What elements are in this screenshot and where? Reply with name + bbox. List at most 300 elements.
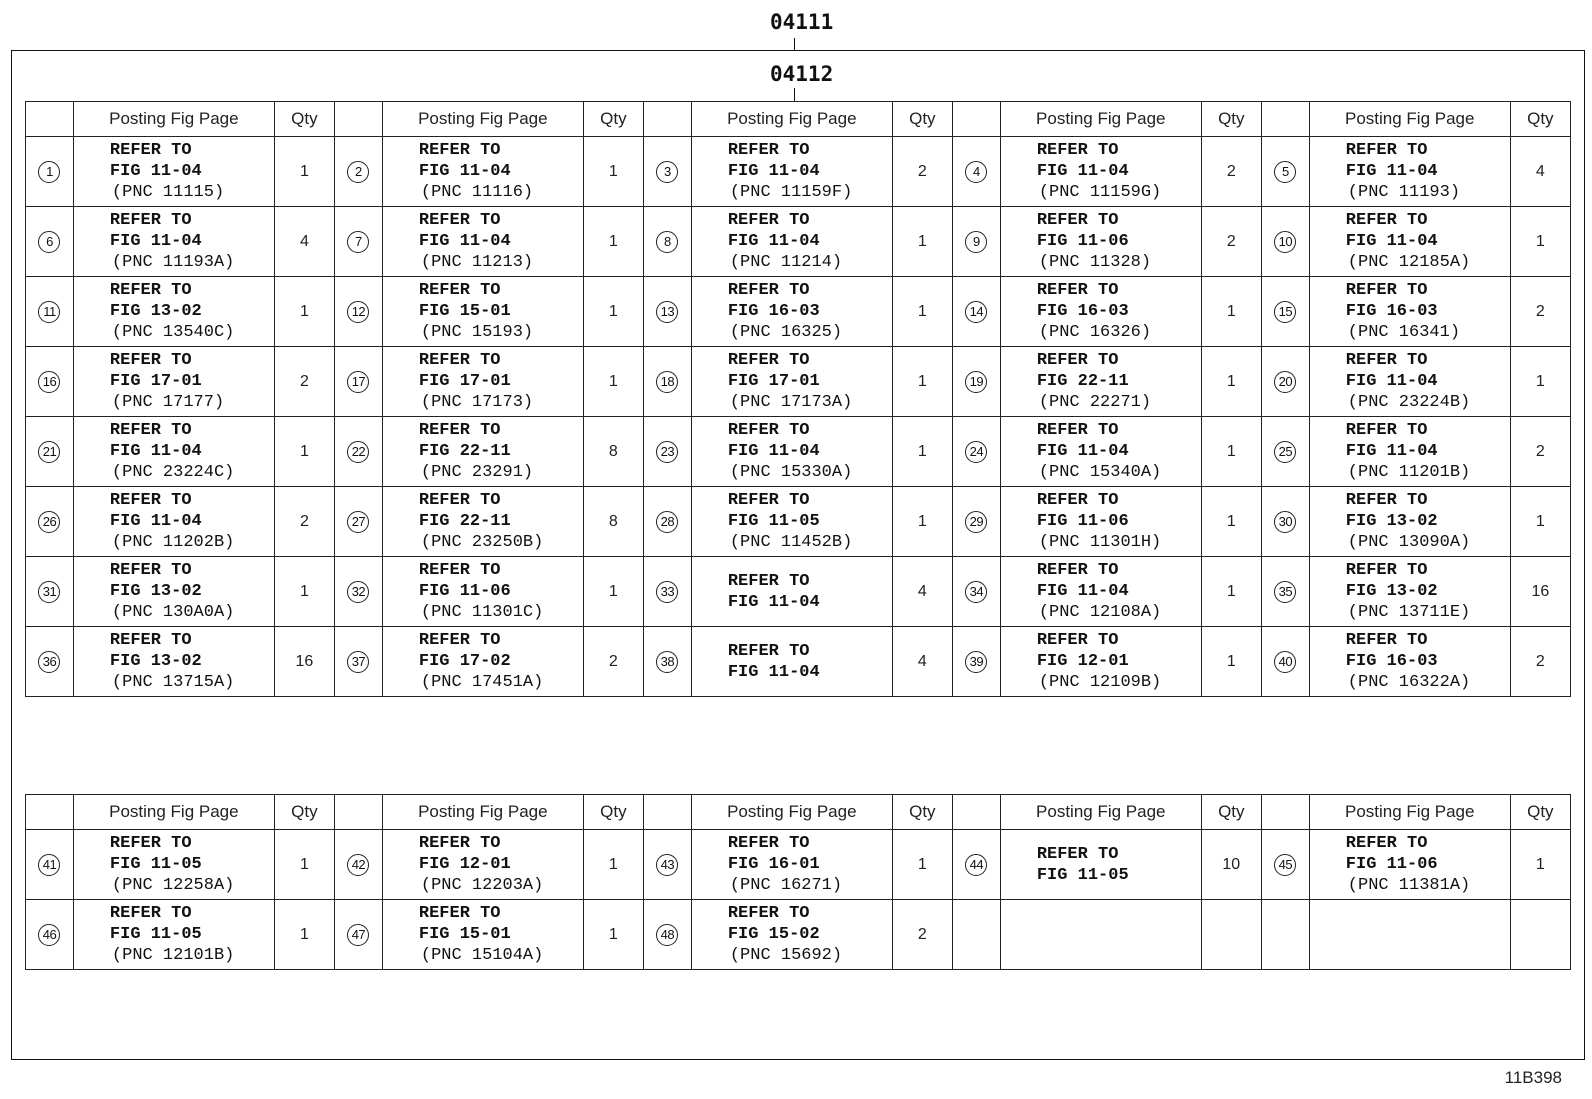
- parts-table-1: [25, 101, 1571, 697]
- header-qty: Qty: [274, 102, 334, 137]
- quantity-cell: 1: [274, 557, 334, 627]
- item-number-cell: [334, 347, 382, 417]
- posting-reference-cell: [1000, 627, 1201, 697]
- quantity-cell: 4: [892, 627, 952, 697]
- table-row: [26, 417, 1571, 487]
- quantity-cell: 1: [274, 417, 334, 487]
- item-number-badge: 6: [38, 231, 60, 253]
- fig-reference-text: FIG 17-01: [727, 372, 820, 391]
- item-number-cell: [334, 830, 382, 900]
- refer-to-text: REFER TO: [1036, 211, 1119, 230]
- pnc-number-text: (PNC 15193): [420, 323, 534, 342]
- refer-to-text: REFER TO: [727, 834, 810, 853]
- item-number-cell: [334, 417, 382, 487]
- item-number-cell: [952, 277, 1000, 347]
- fig-reference-text: FIG 11-04: [418, 162, 511, 181]
- quantity-cell: 1: [1510, 347, 1570, 417]
- table-header-row: [26, 102, 1571, 137]
- refer-to-text: REFER TO: [418, 351, 501, 370]
- pnc-number-text: (PNC 11213): [420, 253, 534, 272]
- header-posting-fig-page: Posting Fig Page: [382, 795, 583, 830]
- quantity-cell: 4: [274, 207, 334, 277]
- header-blank-cell: [952, 795, 1000, 830]
- posting-reference-cell: [1309, 487, 1510, 557]
- pnc-number-text: (PNC 13090A): [1347, 533, 1471, 552]
- refer-to-text: REFER TO: [1345, 421, 1428, 440]
- fig-reference-text: FIG 13-02: [109, 302, 202, 321]
- pnc-number-text: (PNC 17173): [420, 393, 534, 412]
- refer-to-text: REFER TO: [109, 141, 192, 160]
- fig-reference-text: FIG 12-01: [1036, 652, 1129, 671]
- quantity-cell: 4: [1510, 137, 1570, 207]
- table-row: [26, 900, 1571, 970]
- table-row: [26, 557, 1571, 627]
- item-number-cell: [1261, 830, 1309, 900]
- quantity-cell: 8: [583, 487, 643, 557]
- item-number-badge: 38: [656, 651, 678, 673]
- pnc-number-text: (PNC 12109B): [1038, 673, 1162, 692]
- item-number-cell: [1261, 347, 1309, 417]
- item-number-cell: [26, 207, 74, 277]
- item-number-badge: 15: [1274, 301, 1296, 323]
- posting-reference-cell: [73, 487, 274, 557]
- fig-reference-text: FIG 11-04: [1345, 442, 1438, 461]
- assembly-label-04111: 04111: [770, 10, 834, 34]
- item-number-cell: [1261, 207, 1309, 277]
- quantity-cell: 1: [1510, 830, 1570, 900]
- refer-to-text: REFER TO: [418, 421, 501, 440]
- header-posting-fig-page: Posting Fig Page: [73, 102, 274, 137]
- item-number-cell: [334, 557, 382, 627]
- header-blank-cell: [26, 102, 74, 137]
- posting-reference-cell: [73, 417, 274, 487]
- pnc-number-text: (PNC 12108A): [1038, 603, 1162, 622]
- fig-reference-text: FIG 11-04: [418, 232, 511, 251]
- pnc-number-text: (PNC 11201B): [1347, 463, 1471, 482]
- posting-reference-cell: [1309, 557, 1510, 627]
- item-number-cell: [334, 207, 382, 277]
- quantity-cell: 1: [583, 207, 643, 277]
- refer-to-text: REFER TO: [1345, 141, 1428, 160]
- header-blank-cell: [643, 795, 691, 830]
- item-number-cell: [26, 487, 74, 557]
- item-number-badge: 10: [1274, 231, 1296, 253]
- item-number-cell: [1261, 277, 1309, 347]
- refer-to-text: REFER TO: [109, 904, 192, 923]
- fig-reference-text: FIG 11-04: [1345, 162, 1438, 181]
- item-number-cell: [643, 277, 691, 347]
- header-qty: Qty: [892, 102, 952, 137]
- header-blank-cell: [952, 102, 1000, 137]
- item-number-cell: [643, 417, 691, 487]
- table-row: [26, 627, 1571, 697]
- refer-to-text: REFER TO: [1345, 561, 1428, 580]
- item-number-badge: 46: [38, 924, 60, 946]
- posting-reference-cell: [1000, 557, 1201, 627]
- item-number-badge: 34: [965, 581, 987, 603]
- pnc-number-text: (PNC 130A0A): [111, 603, 235, 622]
- item-number-cell: [952, 627, 1000, 697]
- item-number-cell: [1261, 557, 1309, 627]
- item-number-badge: 4: [965, 161, 987, 183]
- fig-reference-text: FIG 15-01: [418, 302, 511, 321]
- fig-reference-text: FIG 13-02: [1345, 582, 1438, 601]
- fig-reference-text: FIG 11-04: [727, 232, 820, 251]
- fig-reference-text: FIG 11-06: [1036, 512, 1129, 531]
- header-qty: Qty: [583, 795, 643, 830]
- header-posting-fig-page: Posting Fig Page: [73, 795, 274, 830]
- item-number-badge: 11: [38, 301, 60, 323]
- refer-to-text: REFER TO: [1345, 631, 1428, 650]
- header-qty: Qty: [274, 795, 334, 830]
- posting-reference-cell: [382, 557, 583, 627]
- table-row: [26, 207, 1571, 277]
- posting-reference-cell: [1000, 207, 1201, 277]
- parts-table-2: [25, 794, 1571, 970]
- refer-to-text: REFER TO: [1036, 421, 1119, 440]
- item-number-cell: [26, 277, 74, 347]
- refer-to-text: REFER TO: [1036, 281, 1119, 300]
- quantity-cell: 2: [583, 627, 643, 697]
- refer-to-text: REFER TO: [418, 491, 501, 510]
- quantity-cell: 2: [1510, 627, 1570, 697]
- header-qty: Qty: [1510, 795, 1570, 830]
- quantity-cell: 2: [1201, 207, 1261, 277]
- item-number-cell: [334, 900, 382, 970]
- pnc-number-text: (PNC 15104A): [420, 946, 544, 965]
- posting-reference-cell: [1000, 830, 1201, 900]
- item-number-badge: 29: [965, 511, 987, 533]
- posting-reference-cell: [1309, 900, 1510, 970]
- item-number-badge: 3: [656, 161, 678, 183]
- quantity-cell: 1: [1201, 277, 1261, 347]
- header-qty: Qty: [583, 102, 643, 137]
- item-number-cell: [643, 557, 691, 627]
- header-blank-cell: [1261, 102, 1309, 137]
- table-header-row: [26, 795, 1571, 830]
- pnc-number-text: (PNC 16341): [1347, 323, 1461, 342]
- quantity-cell: 1: [892, 830, 952, 900]
- quantity-cell: 2: [892, 900, 952, 970]
- item-number-badge: 40: [1274, 651, 1296, 673]
- item-number-cell: [26, 900, 74, 970]
- refer-to-text: REFER TO: [418, 561, 501, 580]
- header-qty: Qty: [892, 795, 952, 830]
- quantity-cell: 1: [583, 347, 643, 417]
- posting-reference-cell: [1309, 627, 1510, 697]
- item-number-badge: 36: [38, 651, 60, 673]
- item-number-cell: [26, 830, 74, 900]
- fig-reference-text: FIG 11-04: [1036, 162, 1129, 181]
- item-number-cell: [334, 137, 382, 207]
- header-blank-cell: [26, 795, 74, 830]
- pnc-number-text: (PNC 11381A): [1347, 876, 1471, 895]
- refer-to-text: REFER TO: [418, 141, 501, 160]
- header-posting-fig-page: Posting Fig Page: [691, 795, 892, 830]
- quantity-cell: 1: [583, 137, 643, 207]
- posting-reference-cell: [73, 830, 274, 900]
- item-number-badge: 9: [965, 231, 987, 253]
- item-number-badge: 48: [656, 924, 678, 946]
- item-number-cell: [643, 347, 691, 417]
- header-blank-cell: [334, 795, 382, 830]
- pnc-number-text: (PNC 11328): [1038, 253, 1152, 272]
- item-number-cell: [643, 487, 691, 557]
- posting-reference-cell: [382, 207, 583, 277]
- quantity-cell: 1: [892, 347, 952, 417]
- table-row: [26, 347, 1571, 417]
- header-blank-cell: [643, 102, 691, 137]
- quantity-cell: 2: [1510, 417, 1570, 487]
- quantity-cell: 1: [274, 277, 334, 347]
- posting-reference-cell: [1000, 137, 1201, 207]
- pnc-number-text: (PNC 16271): [729, 876, 843, 895]
- item-number-cell: [26, 417, 74, 487]
- quantity-cell: [1510, 900, 1570, 970]
- item-number-cell: [1261, 627, 1309, 697]
- item-number-badge: 31: [38, 581, 60, 603]
- refer-to-text: REFER TO: [1036, 141, 1119, 160]
- posting-reference-cell: [691, 627, 892, 697]
- posting-reference-cell: [382, 417, 583, 487]
- posting-reference-cell: [1000, 277, 1201, 347]
- item-number-badge: 47: [347, 924, 369, 946]
- pnc-number-text: (PNC 11193): [1347, 183, 1461, 202]
- quantity-cell: 1: [583, 277, 643, 347]
- quantity-cell: 1: [892, 207, 952, 277]
- illustration-code: 11B398: [1504, 1068, 1562, 1087]
- item-number-badge: 33: [656, 581, 678, 603]
- item-number-cell: [1261, 137, 1309, 207]
- item-number-cell: [1261, 900, 1309, 970]
- fig-reference-text: FIG 15-01: [418, 925, 511, 944]
- item-number-badge: 26: [38, 511, 60, 533]
- quantity-cell: 1: [1201, 627, 1261, 697]
- pnc-number-text: (PNC 15340A): [1038, 463, 1162, 482]
- item-number-badge: 30: [1274, 511, 1296, 533]
- item-number-badge: 25: [1274, 441, 1296, 463]
- posting-reference-cell: [382, 277, 583, 347]
- pnc-number-text: (PNC 16322A): [1347, 673, 1471, 692]
- quantity-cell: 4: [892, 557, 952, 627]
- pnc-number-text: (PNC 22271): [1038, 393, 1152, 412]
- item-number-cell: [643, 137, 691, 207]
- refer-to-text: REFER TO: [727, 571, 810, 591]
- pnc-number-text: (PNC 23250B): [420, 533, 544, 552]
- fig-reference-text: FIG 11-04: [727, 162, 820, 181]
- posting-reference-cell: [691, 487, 892, 557]
- item-number-badge: 16: [38, 371, 60, 393]
- fig-reference-text: FIG 11-04: [727, 442, 820, 461]
- pnc-number-text: (PNC 17177): [111, 393, 225, 412]
- quantity-cell: 1: [583, 830, 643, 900]
- posting-reference-cell: [691, 900, 892, 970]
- posting-reference-cell: [1309, 347, 1510, 417]
- refer-to-text: REFER TO: [1036, 491, 1119, 510]
- item-number-cell: [952, 557, 1000, 627]
- item-number-badge: 18: [656, 371, 678, 393]
- header-qty: Qty: [1201, 795, 1261, 830]
- fig-reference-text: FIG 11-05: [727, 512, 820, 531]
- item-number-badge: 37: [347, 651, 369, 673]
- pnc-number-text: (PNC 11301H): [1038, 533, 1162, 552]
- item-number-cell: [643, 627, 691, 697]
- fig-reference-text: FIG 11-05: [109, 855, 202, 874]
- header-blank-cell: [334, 102, 382, 137]
- quantity-cell: 1: [1201, 417, 1261, 487]
- fig-reference-text: FIG 13-02: [1345, 512, 1438, 531]
- refer-to-text: REFER TO: [109, 491, 192, 510]
- refer-to-text: REFER TO: [109, 351, 192, 370]
- refer-to-text: REFER TO: [1345, 211, 1428, 230]
- item-number-badge: 22: [347, 441, 369, 463]
- fig-reference-text: FIG 16-03: [1345, 652, 1438, 671]
- header-posting-fig-page: Posting Fig Page: [382, 102, 583, 137]
- pnc-number-text: (PNC 13711E): [1347, 603, 1471, 622]
- item-number-badge: 14: [965, 301, 987, 323]
- item-number-cell: [952, 137, 1000, 207]
- fig-reference-text: FIG 16-01: [727, 855, 820, 874]
- posting-reference-cell: [1309, 137, 1510, 207]
- posting-reference-cell: [1000, 417, 1201, 487]
- fig-reference-text: FIG 11-04: [1345, 232, 1438, 251]
- item-number-badge: 35: [1274, 581, 1296, 603]
- fig-reference-text: FIG 11-04: [109, 162, 202, 181]
- table-row: [26, 277, 1571, 347]
- item-number-cell: [26, 557, 74, 627]
- item-number-badge: 19: [965, 371, 987, 393]
- header-qty: Qty: [1510, 102, 1570, 137]
- refer-to-text: REFER TO: [727, 351, 810, 370]
- pnc-number-text: (PNC 15692): [729, 946, 843, 965]
- fig-reference-text: FIG 11-05: [109, 925, 202, 944]
- fig-reference-text: FIG 11-04: [727, 592, 820, 612]
- posting-reference-cell: [691, 417, 892, 487]
- leader-line-04112: [794, 88, 795, 101]
- refer-to-text: REFER TO: [727, 281, 810, 300]
- posting-reference-cell: [1000, 900, 1201, 970]
- fig-reference-text: FIG 16-03: [727, 302, 820, 321]
- item-number-badge: 1: [38, 161, 60, 183]
- refer-to-text: REFER TO: [418, 631, 501, 650]
- item-number-badge: 23: [656, 441, 678, 463]
- posting-reference-cell: [1000, 487, 1201, 557]
- pnc-number-text: (PNC 11202B): [111, 533, 235, 552]
- fig-reference-text: FIG 15-02: [727, 925, 820, 944]
- item-number-cell: [952, 900, 1000, 970]
- item-number-cell: [334, 487, 382, 557]
- item-number-badge: 8: [656, 231, 678, 253]
- refer-to-text: REFER TO: [418, 281, 501, 300]
- quantity-cell: 1: [274, 830, 334, 900]
- item-number-cell: [643, 207, 691, 277]
- posting-reference-cell: [73, 207, 274, 277]
- refer-to-text: REFER TO: [1036, 561, 1119, 580]
- pnc-number-text: (PNC 12258A): [111, 876, 235, 895]
- item-number-cell: [643, 830, 691, 900]
- posting-reference-cell: [382, 627, 583, 697]
- quantity-cell: 1: [1201, 347, 1261, 417]
- item-number-cell: [952, 487, 1000, 557]
- pnc-number-text: (PNC 17173A): [729, 393, 853, 412]
- pnc-number-text: (PNC 17451A): [420, 673, 544, 692]
- refer-to-text: REFER TO: [109, 561, 192, 580]
- item-number-badge: 39: [965, 651, 987, 673]
- quantity-cell: 1: [274, 137, 334, 207]
- pnc-number-text: (PNC 11116): [420, 183, 534, 202]
- item-number-badge: 44: [965, 854, 987, 876]
- quantity-cell: 2: [274, 487, 334, 557]
- header-qty: Qty: [1201, 102, 1261, 137]
- item-number-badge: 2: [347, 161, 369, 183]
- item-number-cell: [643, 900, 691, 970]
- fig-reference-text: FIG 11-06: [1345, 855, 1438, 874]
- quantity-cell: 1: [892, 277, 952, 347]
- refer-to-text: REFER TO: [109, 211, 192, 230]
- posting-reference-cell: [1309, 277, 1510, 347]
- quantity-cell: 16: [1510, 557, 1570, 627]
- fig-reference-text: FIG 17-01: [418, 372, 511, 391]
- pnc-number-text: (PNC 13715A): [111, 673, 235, 692]
- refer-to-text: REFER TO: [1345, 351, 1428, 370]
- pnc-number-text: (PNC 23224C): [111, 463, 235, 482]
- quantity-cell: 10: [1201, 830, 1261, 900]
- pnc-number-text: (PNC 16326): [1038, 323, 1152, 342]
- posting-reference-cell: [691, 207, 892, 277]
- item-number-cell: [1261, 487, 1309, 557]
- pnc-number-text: (PNC 11193A): [111, 253, 235, 272]
- posting-reference-cell: [691, 347, 892, 417]
- pnc-number-text: (PNC 13540C): [111, 323, 235, 342]
- item-number-badge: 41: [38, 854, 60, 876]
- quantity-cell: 1: [583, 557, 643, 627]
- item-number-cell: [334, 277, 382, 347]
- fig-reference-text: FIG 17-01: [109, 372, 202, 391]
- posting-reference-cell: [1000, 347, 1201, 417]
- item-number-badge: 17: [347, 371, 369, 393]
- leader-line-04111: [794, 38, 795, 50]
- fig-reference-text: FIG 16-03: [1345, 302, 1438, 321]
- fig-reference-text: FIG 13-02: [109, 582, 202, 601]
- header-posting-fig-page: Posting Fig Page: [1000, 102, 1201, 137]
- refer-to-text: REFER TO: [727, 641, 810, 661]
- posting-reference-cell: [382, 830, 583, 900]
- quantity-cell: 1: [1201, 557, 1261, 627]
- item-number-badge: 24: [965, 441, 987, 463]
- posting-reference-cell: [382, 347, 583, 417]
- item-number-badge: 32: [347, 581, 369, 603]
- refer-to-text: REFER TO: [1345, 491, 1428, 510]
- pnc-number-text: (PNC 12185A): [1347, 253, 1471, 272]
- item-number-badge: 28: [656, 511, 678, 533]
- item-number-badge: 42: [347, 854, 369, 876]
- item-number-cell: [952, 347, 1000, 417]
- fig-reference-text: FIG 11-04: [1036, 582, 1129, 601]
- refer-to-text: REFER TO: [109, 631, 192, 650]
- table-row: [26, 487, 1571, 557]
- fig-reference-text: FIG 17-02: [418, 652, 511, 671]
- quantity-cell: 1: [1510, 207, 1570, 277]
- fig-reference-text: FIG 11-04: [109, 512, 202, 531]
- item-number-cell: [26, 137, 74, 207]
- item-number-cell: [952, 830, 1000, 900]
- posting-reference-cell: [1309, 207, 1510, 277]
- posting-reference-cell: [73, 557, 274, 627]
- posting-reference-cell: [73, 277, 274, 347]
- refer-to-text: REFER TO: [418, 211, 501, 230]
- refer-to-text: REFER TO: [1345, 281, 1428, 300]
- refer-to-text: REFER TO: [727, 491, 810, 510]
